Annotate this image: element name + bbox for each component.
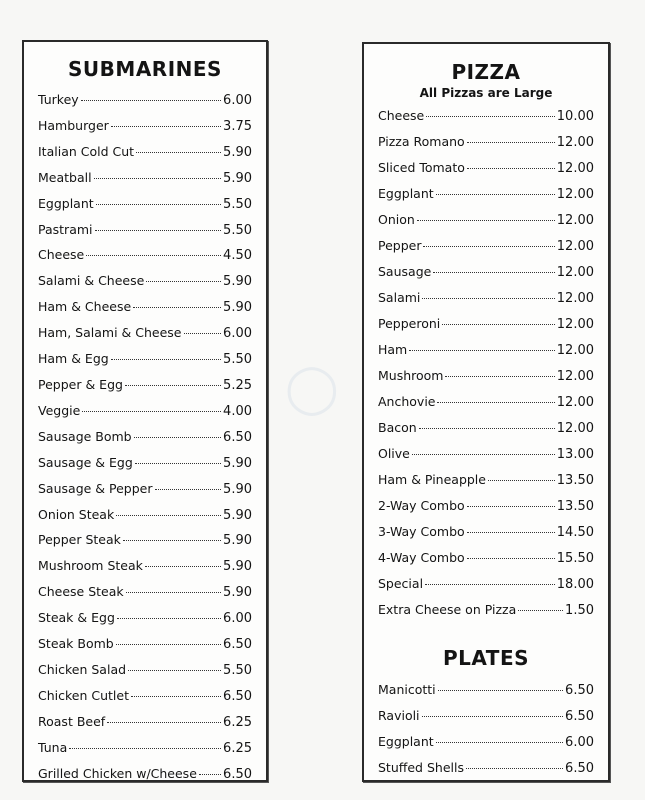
menu-item-row bbox=[38, 684, 252, 710]
menu-item-name: Mushroom bbox=[378, 368, 444, 383]
menu-item-name: Ham & Pineapple bbox=[378, 472, 486, 487]
dot-leader bbox=[95, 230, 222, 231]
menu-item-row bbox=[378, 259, 594, 285]
plates-heading: PLATES bbox=[442, 646, 530, 670]
dot-leader bbox=[131, 696, 221, 697]
menu-item-row bbox=[38, 88, 252, 114]
menu-item-price: 12.00 bbox=[556, 421, 594, 436]
menu-item-name: Sliced Tomato bbox=[378, 160, 465, 175]
dot-leader bbox=[111, 126, 221, 127]
dot-leader bbox=[128, 670, 221, 671]
menu-item-name: Italian Cold Cut bbox=[38, 143, 135, 159]
dot-leader bbox=[94, 178, 221, 179]
menu-item-row bbox=[38, 218, 252, 244]
menu-item-price: 5.25 bbox=[223, 377, 252, 393]
menu-item-row bbox=[38, 295, 252, 321]
dot-leader bbox=[117, 618, 221, 619]
menu-item-price: 6.00 bbox=[223, 93, 252, 108]
menu-item-row bbox=[38, 477, 252, 503]
menu-item-name: 3-Way Combo bbox=[378, 524, 465, 539]
dot-leader bbox=[422, 716, 564, 717]
dot-leader bbox=[437, 402, 554, 403]
menu-item-price: 6.50 bbox=[565, 683, 594, 698]
menu-item-row bbox=[378, 129, 594, 155]
menu-item-row bbox=[38, 503, 252, 529]
submarines-panel bbox=[22, 40, 268, 782]
menu-item-row bbox=[378, 755, 594, 781]
menu-item-price: 18.00 bbox=[556, 577, 594, 592]
pizza-list bbox=[378, 103, 594, 623]
menu-item-row bbox=[378, 597, 594, 623]
menu-item-name: Chicken Cutlet bbox=[38, 687, 129, 703]
menu-item-price: 6.50 bbox=[223, 688, 252, 704]
dot-leader bbox=[134, 437, 221, 438]
menu-item-name: Steak Bomb bbox=[38, 636, 114, 652]
dot-leader bbox=[86, 255, 221, 256]
menu-item-price: 6.25 bbox=[223, 714, 252, 730]
dot-leader bbox=[433, 272, 554, 273]
menu-item-price: 5.90 bbox=[223, 300, 252, 316]
menu-item-row bbox=[38, 140, 252, 166]
menu-item-row bbox=[378, 337, 594, 363]
menu-item-name: Ham bbox=[378, 342, 408, 357]
menu-item-row bbox=[38, 528, 252, 554]
menu-item-row bbox=[378, 389, 594, 415]
menu-item-row bbox=[38, 606, 252, 632]
menu-item-name: Grilled Chicken w/Cheese bbox=[38, 765, 197, 781]
dot-leader bbox=[422, 298, 554, 299]
menu-item-row bbox=[38, 710, 252, 736]
pizza-panel bbox=[362, 42, 610, 782]
dot-leader bbox=[425, 584, 555, 585]
menu-item-price: 12.00 bbox=[556, 187, 594, 202]
menu-item-price: 6.50 bbox=[223, 429, 252, 445]
menu-item-row bbox=[38, 554, 252, 580]
menu-item-price: 6.50 bbox=[565, 709, 594, 724]
menu-item-name: Manicotti bbox=[378, 682, 436, 697]
dot-leader bbox=[116, 515, 221, 516]
menu-item-price: 5.90 bbox=[223, 274, 252, 290]
dot-leader bbox=[146, 281, 221, 282]
menu-item-name: Ham & Cheese bbox=[38, 299, 132, 315]
menu-item-name: Mushroom Steak bbox=[38, 558, 143, 574]
dot-leader bbox=[116, 644, 221, 645]
menu-item-price: 13.00 bbox=[556, 447, 594, 462]
dot-leader bbox=[417, 220, 555, 221]
menu-item-name: Eggplant bbox=[378, 186, 434, 201]
dot-leader bbox=[96, 204, 221, 205]
menu-item-row bbox=[378, 519, 594, 545]
menu-item-name: Extra Cheese on Pizza bbox=[378, 602, 517, 617]
dot-leader bbox=[81, 100, 221, 101]
menu-item-name: Cheese bbox=[378, 108, 425, 123]
menu-item-price: 5.50 bbox=[223, 222, 252, 238]
menu-item-name: Onion bbox=[378, 212, 415, 227]
menu-item-name: Hamburger bbox=[38, 117, 109, 133]
menu-item-price: 12.00 bbox=[556, 265, 594, 280]
menu-item-name: Roast Beef bbox=[38, 713, 106, 729]
menu-item-price: 4.00 bbox=[223, 403, 252, 419]
dot-leader bbox=[126, 592, 221, 593]
dot-leader bbox=[436, 194, 555, 195]
menu-item-name: Tuna bbox=[38, 739, 68, 755]
menu-item-name: Anchovie bbox=[378, 394, 436, 409]
menu-item-price: 13.50 bbox=[556, 499, 594, 514]
menu-item-row bbox=[38, 425, 252, 451]
dot-leader bbox=[111, 359, 221, 360]
pizza-heading: PIZZA bbox=[451, 60, 521, 84]
menu-item-row bbox=[38, 736, 252, 762]
menu-item-price: 5.90 bbox=[223, 144, 252, 160]
menu-item-row bbox=[38, 347, 252, 373]
menu-item-price: 5.50 bbox=[223, 196, 252, 212]
menu-item-price: 6.50 bbox=[223, 766, 252, 782]
menu-item-name: Special bbox=[378, 576, 424, 591]
menu-item-row bbox=[378, 729, 594, 755]
menu-item-row bbox=[378, 677, 594, 703]
menu-item-price: 12.00 bbox=[556, 343, 594, 358]
watermark-logo: ◯ bbox=[285, 360, 339, 416]
dot-leader bbox=[125, 385, 221, 386]
menu-item-name: Pizza Romano bbox=[378, 134, 465, 149]
menu-item-price: 12.00 bbox=[556, 135, 594, 150]
menu-item-price: 6.50 bbox=[565, 761, 594, 776]
menu-item-price: 4.50 bbox=[223, 248, 252, 264]
menu-item-row bbox=[38, 658, 252, 684]
dot-leader bbox=[145, 566, 221, 567]
menu-item-price: 14.50 bbox=[556, 525, 594, 540]
dot-leader bbox=[133, 307, 221, 308]
menu-item-row bbox=[378, 233, 594, 259]
menu-item-name: Ravioli bbox=[378, 708, 420, 723]
menu-item-row bbox=[38, 269, 252, 295]
menu-item-name: Stuffed Shells bbox=[378, 760, 464, 775]
menu-item-name: Salami & Cheese bbox=[38, 273, 145, 289]
dot-leader bbox=[467, 558, 555, 559]
dot-leader bbox=[155, 489, 222, 490]
menu-item-price: 6.00 bbox=[223, 611, 252, 627]
menu-item-row bbox=[378, 181, 594, 207]
dot-leader bbox=[467, 168, 555, 169]
menu-item-price: 5.90 bbox=[223, 507, 252, 523]
menu-item-row bbox=[378, 155, 594, 181]
menu-item-name: Pepperoni bbox=[378, 316, 441, 331]
menu-item-name: Sausage & Egg bbox=[38, 454, 133, 470]
menu-item-row bbox=[38, 114, 252, 140]
dot-leader bbox=[412, 454, 555, 455]
menu-item-name: Onion Steak bbox=[38, 506, 115, 522]
menu-item-price: 5.50 bbox=[223, 662, 252, 678]
menu-item-price: 5.50 bbox=[223, 352, 252, 368]
dot-leader bbox=[184, 333, 222, 334]
menu-item-name: Cheese bbox=[38, 247, 85, 263]
menu-item-name: Bacon bbox=[378, 420, 417, 435]
menu-item-price: 5.90 bbox=[223, 170, 252, 186]
dot-leader bbox=[442, 324, 555, 325]
dot-leader bbox=[467, 142, 555, 143]
menu-item-name: Eggplant bbox=[38, 195, 94, 211]
menu-item-row bbox=[378, 493, 594, 519]
menu-item-row bbox=[38, 632, 252, 658]
menu-item-price: 5.90 bbox=[223, 455, 252, 471]
menu-item-price: 5.90 bbox=[223, 559, 252, 575]
menu-item-name: Steak & Egg bbox=[38, 610, 115, 626]
dot-leader bbox=[466, 768, 563, 769]
dot-leader bbox=[69, 748, 221, 749]
dot-leader bbox=[488, 480, 555, 481]
dot-leader bbox=[409, 350, 555, 351]
menu-item-name: Turkey bbox=[38, 92, 79, 107]
menu-item-price: 12.00 bbox=[556, 395, 594, 410]
pizza-subheading: All Pizzas are Large bbox=[419, 86, 553, 100]
dot-leader bbox=[518, 610, 563, 611]
menu-item-name: Ham & Egg bbox=[38, 351, 109, 367]
menu-item-row bbox=[38, 166, 252, 192]
menu-item-row bbox=[38, 580, 252, 606]
menu-item-name: Eggplant bbox=[378, 734, 434, 749]
menu-item-price: 5.90 bbox=[223, 481, 252, 497]
menu-item-name: Sausage Bomb bbox=[38, 428, 132, 444]
menu-item-row bbox=[378, 285, 594, 311]
menu-item-row bbox=[378, 545, 594, 571]
dot-leader bbox=[82, 411, 221, 412]
menu-item-price: 12.00 bbox=[556, 317, 594, 332]
menu-item-row bbox=[378, 467, 594, 493]
menu-item-price: 12.00 bbox=[556, 369, 594, 384]
submarines-list bbox=[38, 88, 252, 787]
menu-item-row bbox=[378, 207, 594, 233]
menu-item-row bbox=[38, 321, 252, 347]
menu-item-name: Olive bbox=[378, 446, 410, 461]
menu-item-name: Pepper & Egg bbox=[38, 376, 123, 392]
menu-item-name: Pastrami bbox=[38, 221, 93, 237]
dot-leader bbox=[199, 774, 221, 775]
menu-item-price: 6.25 bbox=[223, 740, 252, 756]
menu-item-name: Meatball bbox=[38, 169, 92, 185]
dot-leader bbox=[426, 116, 555, 117]
dot-leader bbox=[445, 376, 554, 377]
menu-item-price: 13.50 bbox=[556, 473, 594, 488]
dot-leader bbox=[136, 152, 221, 153]
menu-item-name: Pepper Steak bbox=[38, 532, 121, 548]
menu-item-name: 2-Way Combo bbox=[378, 498, 465, 513]
dot-leader bbox=[467, 532, 555, 533]
menu-item-price: 6.00 bbox=[223, 326, 252, 342]
menu-item-name: Salami bbox=[378, 290, 421, 305]
menu-item-price: 5.90 bbox=[223, 533, 252, 549]
menu-item-name: Veggie bbox=[38, 402, 81, 418]
menu-item-name: Ham, Salami & Cheese bbox=[38, 325, 182, 341]
menu-item-name: Sausage bbox=[378, 264, 432, 279]
dot-leader bbox=[436, 742, 563, 743]
plates-list bbox=[378, 677, 594, 781]
dot-leader bbox=[423, 246, 554, 247]
dot-leader bbox=[467, 506, 555, 507]
menu-item-price: 12.00 bbox=[556, 239, 594, 254]
menu-item-price: 6.50 bbox=[223, 637, 252, 653]
menu-item-price: 1.50 bbox=[565, 603, 594, 618]
menu-item-row bbox=[378, 311, 594, 337]
menu-item-price: 12.00 bbox=[556, 213, 594, 228]
menu-item-row bbox=[378, 103, 594, 129]
menu-item-row bbox=[38, 373, 252, 399]
dot-leader bbox=[419, 428, 555, 429]
menu-item-price: 10.00 bbox=[556, 109, 594, 124]
menu-item-price: 12.00 bbox=[556, 161, 594, 176]
menu-item-price: 5.90 bbox=[223, 585, 252, 601]
menu-item-row bbox=[378, 363, 594, 389]
menu-item-price: 15.50 bbox=[556, 551, 594, 566]
menu-item-name: Cheese Steak bbox=[38, 584, 124, 600]
dot-leader bbox=[135, 463, 221, 464]
dot-leader bbox=[107, 722, 221, 723]
menu-item-row bbox=[378, 415, 594, 441]
menu-item-row bbox=[378, 703, 594, 729]
menu-item-name: 4-Way Combo bbox=[378, 550, 465, 565]
submarines-heading: SUBMARINES bbox=[68, 57, 222, 81]
menu-item-row bbox=[38, 399, 252, 425]
menu-item-name: Pepper bbox=[378, 238, 422, 253]
menu-item-row bbox=[378, 571, 594, 597]
menu-item-price: 3.75 bbox=[223, 118, 252, 134]
menu-item-name: Chicken Salad bbox=[38, 661, 127, 677]
menu-item-row bbox=[38, 762, 252, 788]
menu-item-row bbox=[38, 192, 252, 218]
menu-item-row bbox=[38, 451, 252, 477]
menu-item-name: Sausage & Pepper bbox=[38, 480, 153, 496]
dot-leader bbox=[123, 540, 221, 541]
menu-item-row bbox=[378, 441, 594, 467]
menu-item-row bbox=[38, 243, 252, 269]
dot-leader bbox=[438, 690, 563, 691]
menu-item-price: 6.00 bbox=[565, 735, 594, 750]
menu-item-price: 12.00 bbox=[556, 291, 594, 306]
